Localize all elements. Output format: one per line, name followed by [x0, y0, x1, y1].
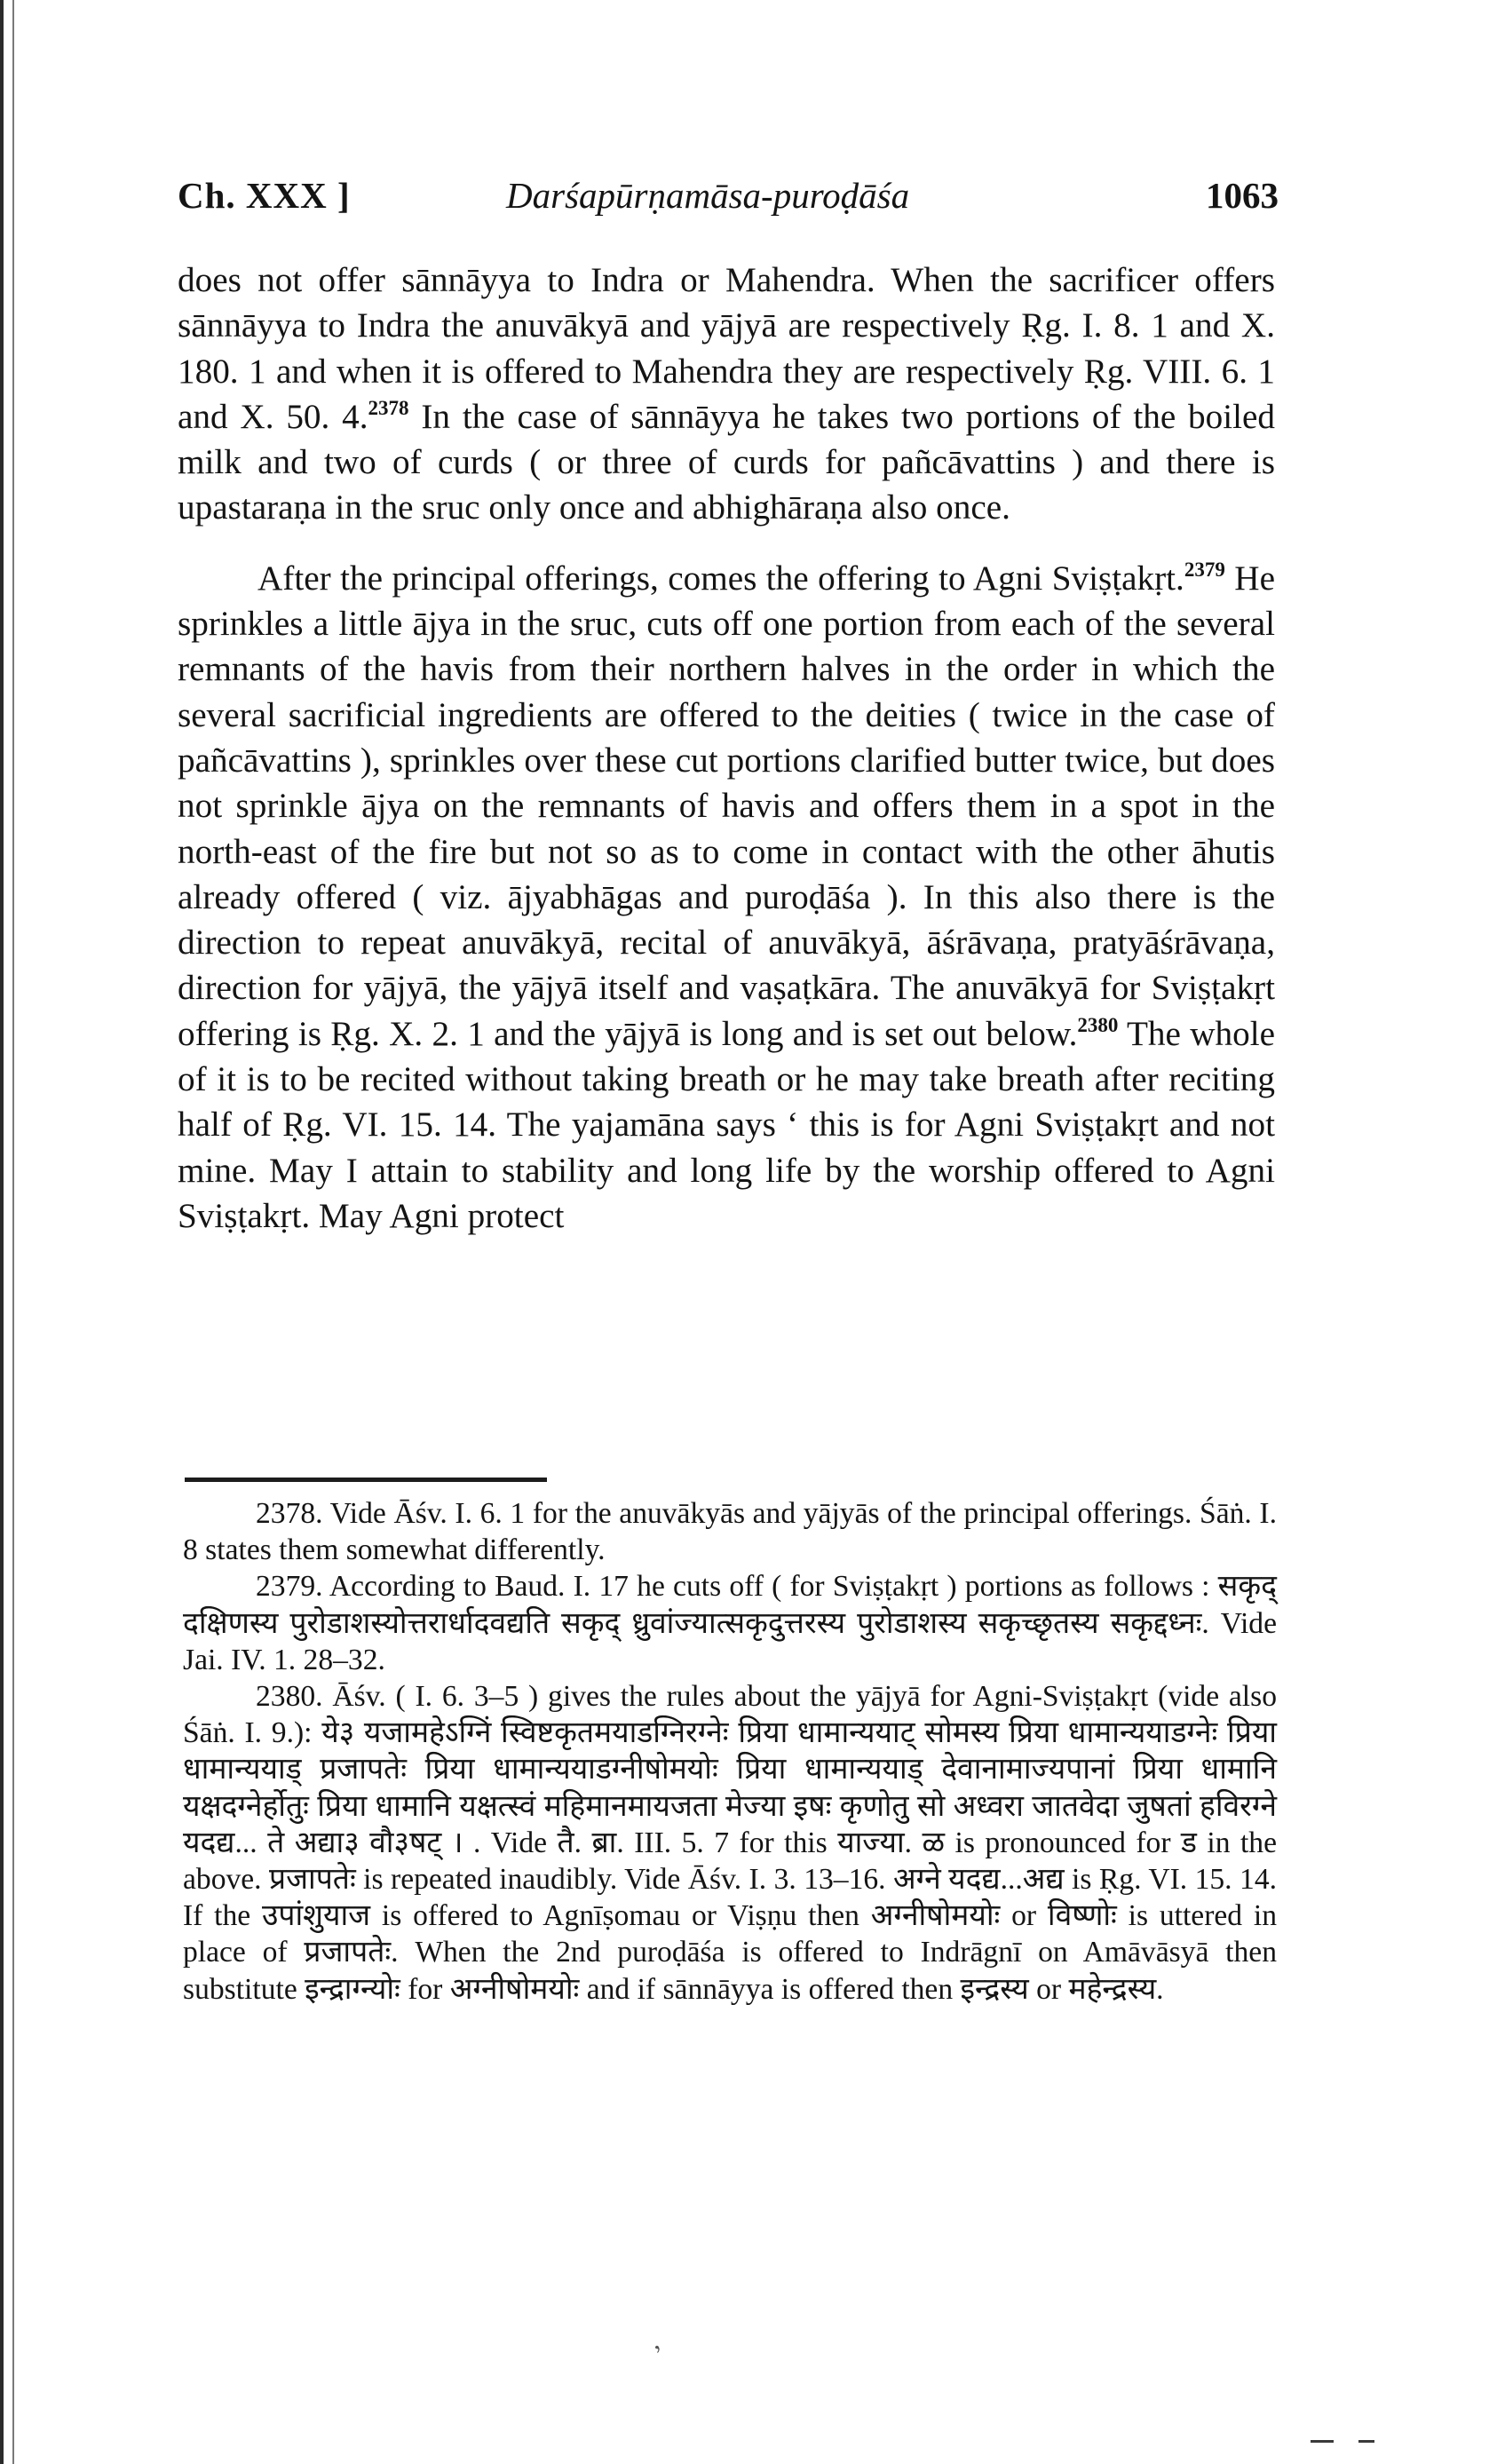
running-title: Darśapūrṇamāsa-puroḍāśa: [506, 175, 910, 216]
footnote-ref-2379: 2379: [1184, 558, 1225, 581]
footnote-2379: 2379. According to Baud. I. 17 he cuts off ( for Sviṣṭakṛt ) portions as follows : सकृद् दक्षिणस्य पुरोडाशस्योत्तरार्धादवद्यति सकृद् ध्रुवांज्यात्सकृदुत्तरस्य पुरोडाशस्य सकृच्छृतस्य सकृद्दध्नः. Vide Jai. IV. 1. 28–32.: [183, 1570, 1277, 1676]
footnote-2380: 2380. Āśv. ( I. 6. 3–5 ) gives the rules about the yājyā for Agni-Sviṣṭakṛt (vide also Śāṅ. I. 9.): ये३ यजामहेऽग्निं स्विष्टकृतमयाडग्निरग्नेः प्रिया धामान्ययाट् सोमस्य प्रिया धामान्ययाडग्नेः प्रिया धामान्ययाड् प्रजापतेः प्रिया धामान्ययाडग्नीषोमयोः प्रिया धामान्ययाड् देवानामाज्यपानां प्रिया धामानि यक्षदग्नेर्होतुः प्रिया धामानि यक्षत्स्वं महिमानमायजता मेज्या इषः कृणोतु सो अध्वरा जातवेदा जुषतां हविरग्ने यदद्य... ते अद्या३ वौ३षट् । . Vide तै. ब्रा. III. 5. 7 for this याज्या. ळ is pronounced for ड in the above. प्रजापतेः is repeated inaudibly. Vide Āśv. I. 3. 13–16. अग्ने यदद्य...अद्य is Ṛg. VI. 15. 14. If the उपांशुयाज is offered to Agnīṣomau or Viṣṇu then अग्नीषोमयोः or विष्णोः is uttered in place of प्रजापतेः. When the 2nd puroḍāśa is offered to Indrāgnī on Amāvāsyā then substitute इन्द्राग्न्योः for अग्नीषोमयोः and if sānnāyya is offered then इन्द्रस्य or महेन्द्रस्य.: [183, 1680, 1277, 2006]
paragraph-2: [178, 556, 1275, 1239]
footnote-separator: [185, 1478, 547, 1482]
paragraph-2-part-2: He sprinkles a little ājya in the sruc, cuts off one portion from each of the several remnants of the havis from their northern halves in the order in which the several sacrificial ingredients are offered to the deities ( twice in the case of pañcāvattins ), sprinkles over these cut portions clarified butter twice, but does not sprinkle ājya on the remnants of havis and offers them in a spot in the north-east of the fire but not so as to come in contact with the other āhutis already offered ( viz. ājyabhāgas and puroḍāśa ). In this also there is the direction to repeat anuvākyā, recital of anuvākyā, āśrāvaṇa, pratyāśrāvaṇa, direction for yājyā, the yājyā itself and vaṣaṭkāra. The anuvākyā for Sviṣṭakṛt offering is Ṛg. X. 2. 1 and the yājyā is long and is set out below.: [178, 559, 1275, 1053]
scan-edge-left: [0, 0, 4, 2464]
body-text: [178, 257, 1275, 1239]
scan-edge-inner: [12, 0, 14, 2464]
stray-pen-mark: ‚: [642, 2325, 665, 2357]
paragraph-2-part-3: The whole of it is to be recited without taking breath or he may take breath after reciting half of Ṛg. VI. 15. 14. The yajamāna says ‘ this is for Agni Sviṣṭakṛt and not mine. May I attain to stability and long life by the worship offered to Agni Sviṣṭakṛt. May Agni protect: [178, 1014, 1275, 1235]
footnotes: [183, 1495, 1277, 2008]
footnote-2378: 2378. Vide Āśv. I. 6. 1 for the anuvākyās and yājyās of the principal offerings. Śāṅ. I. 8 states them somewhat differently.: [183, 1497, 1277, 1567]
running-head: [178, 174, 1279, 227]
paragraph-1-part-1: does not offer sānnāyya to Indra or Mahendra. When the sacrificer offers sānnāyya to Indra the anuvākyā and yājyā are respectively Ṛg. I. 8. 1 and X. 180. 1 and when it is offered to Mahendra they are respectively Ṛg. VIII. 6. 1 and X. 50. 4.: [178, 261, 1275, 436]
corner-mark: [1311, 2440, 1334, 2443]
page-number: 1063: [1206, 175, 1279, 216]
footnote-ref-2378: 2378: [368, 396, 409, 419]
chapter-label: Ch. XXX ]: [178, 175, 351, 216]
paragraph-1: [178, 257, 1275, 531]
footnote-ref-2380: 2380: [1077, 1013, 1119, 1036]
paragraph-1-part-2: In the case of sānnāyya he takes two portions of the boiled milk and two of curds ( or three of curds for pañcāvattins ) and there is upastaraṇa in the sruc only once and abhighāraṇa also once.: [178, 397, 1275, 527]
corner-mark: [1358, 2440, 1374, 2443]
paragraph-2-part-1: After the principal offerings, comes the offering to Agni Sviṣṭakṛt.: [257, 559, 1184, 598]
